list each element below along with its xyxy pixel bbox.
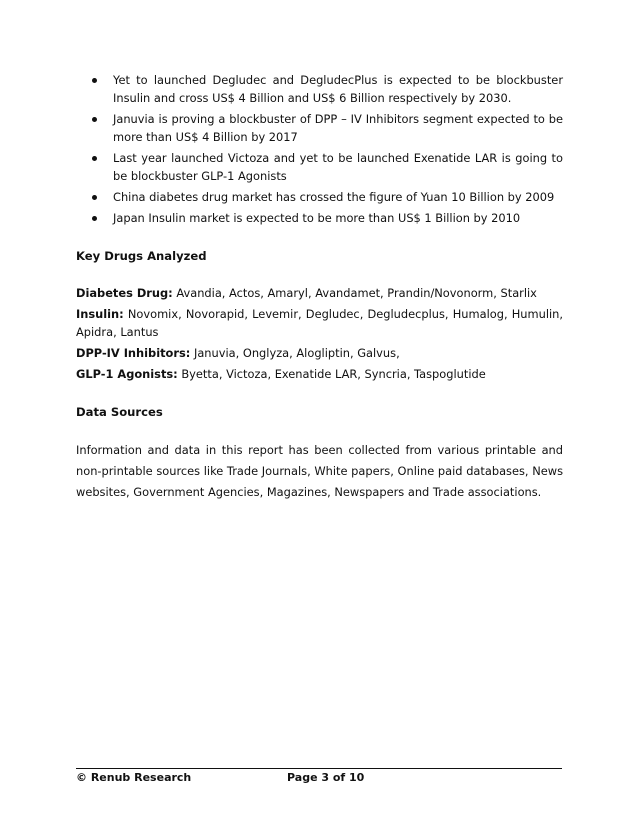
drug-category-label: Diabetes Drug: bbox=[76, 286, 173, 300]
data-sources-heading: Data Sources bbox=[76, 405, 163, 419]
drug-category-list: Novomix, Novorapid, Levemir, Degludec, Degludecplus, Humalog, Humulin, Apidra, Lantus bbox=[76, 307, 563, 339]
drug-category-row bbox=[76, 344, 563, 362]
drug-category-list: Avandia, Actos, Amaryl, Avandamet, Prandin/Novonorm, Starlix bbox=[172, 286, 537, 300]
list-item bbox=[76, 71, 563, 107]
drug-category-row bbox=[76, 284, 563, 302]
list-item bbox=[76, 149, 563, 185]
bullet-icon bbox=[92, 117, 97, 122]
bullet-text: Japan Insulin market is expected to be more than US$ 1 Billion by 2010 bbox=[113, 211, 521, 225]
footer-divider bbox=[76, 768, 562, 769]
bullet-text: Yet to launched Degludec and DegludecPlus is expected to be blockbuster Insulin and cross US$ 4 Billion and US$ 6 Billion respectively by 2030. bbox=[113, 73, 563, 105]
footer-page-number: Page 3 of 10 bbox=[287, 771, 365, 784]
drug-category-list: Januvia, Onglyza, Alogliptin, Galvus, bbox=[190, 346, 400, 360]
bullet-icon bbox=[92, 216, 97, 221]
key-drugs-heading: Key Drugs Analyzed bbox=[76, 249, 207, 263]
drug-category-row bbox=[76, 365, 563, 383]
drug-category-list: Byetta, Victoza, Exenatide LAR, Syncria, Taspoglutide bbox=[177, 367, 486, 381]
drug-category-label: GLP-1 Agonists: bbox=[76, 367, 178, 381]
drug-category-label: DPP-IV Inhibitors: bbox=[76, 346, 191, 360]
list-item bbox=[76, 110, 563, 146]
bullet-icon bbox=[92, 195, 97, 200]
list-item bbox=[76, 188, 563, 206]
key-drugs-section bbox=[76, 284, 563, 383]
page-content bbox=[76, 71, 563, 503]
bullet-text: China diabetes drug market has crossed the figure of Yuan 10 Billion by 2009 bbox=[113, 190, 555, 204]
list-item bbox=[76, 209, 563, 227]
highlights-list bbox=[76, 71, 563, 227]
bullet-text: Last year launched Victoza and yet to be launched Exenatide LAR is going to be blockbuster GLP-1 Agonists bbox=[113, 151, 563, 183]
bullet-text: Januvia is proving a blockbuster of DPP – IV Inhibitors segment expected to be more than US$ 4 Billion by 2017 bbox=[113, 112, 563, 144]
bullet-icon bbox=[92, 156, 97, 161]
drug-category-row bbox=[76, 305, 563, 341]
bullet-icon bbox=[92, 78, 97, 83]
data-sources-paragraph: Information and data in this report has been collected from various printable and non-printable sources like Trade Journals, White papers, Online paid databases, News websites, Government Agencies, Magazines, Newspapers and Trade associations. bbox=[76, 443, 563, 499]
drug-category-label: Insulin: bbox=[76, 307, 124, 321]
footer-copyright: © Renub Research bbox=[76, 771, 192, 784]
